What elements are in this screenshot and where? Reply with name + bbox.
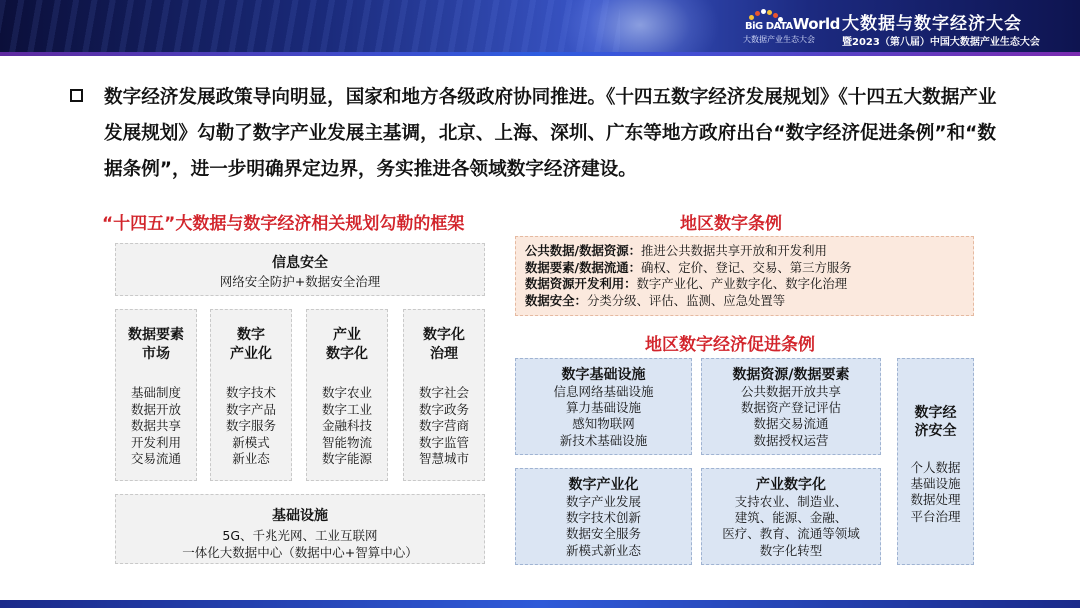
regional-data-row: 公共数据/数据资源：推进公共数据共享开放和开发利用 [525,243,827,258]
info-security-title: 信息安全 [272,255,328,271]
banner-accent-strip [0,52,1080,56]
econ-box-digital-economy-security [897,358,974,565]
regional-data-title: 地区数字条例 [680,214,782,234]
column-title: 数字 产业化 [230,327,272,362]
column-title: 数字化 治理 [423,327,465,362]
framework-column-industrial-digitalization [306,309,388,481]
econ-box-data-resources [701,358,881,455]
banner-light-rays [0,0,620,52]
intro-section [70,80,1010,188]
regional-data-box [515,236,974,316]
column-title: 数据要素 市场 [128,327,184,362]
framework-title: “十四五”大数据与数字经济相关规划勾勒的框架 [102,214,465,234]
econ-box-digital-infrastructure [515,358,692,455]
banner-glow [560,0,720,52]
info-security-box [115,243,485,296]
regional-data-row: 数据要素/数据流通：确权、定价、登记、交易、第三方服务 [525,259,852,275]
econ-box-digital-industrialization [515,468,692,565]
event-title: 大数据与数字经济大会 [842,14,1022,34]
infrastructure-line2: 一体化大数据中心（数据中心+智算中心） [182,545,418,560]
info-security-text: 网络安全防护+数据安全治理 [219,274,381,289]
logo-text-a: BiG DATA [745,21,793,32]
regional-econ-title: 地区数字经济促进条例 [645,335,815,355]
econ-box-items: 支持农业、制造业、 建筑、能源、金融、 医疗、教育、流通等领域 数字化转型 [722,494,860,558]
framework-column-digital-industrialization [210,309,292,481]
regional-data-row: 数据安全：分类分级、评估、监测、应急处置等 [525,292,786,308]
infrastructure-line1: 5G、千兆光网、工业互联网 [222,528,378,543]
regional-data-row: 数据资源开发利用：数字产业化、产业数字化、数字化治理 [525,276,848,291]
logo-subtitle: 大数据产业生态大会 [743,35,815,44]
hollow-square-bullet-icon [70,89,83,102]
event-logo [745,15,840,33]
econ-box-items: 数字产业发展 数字技术创新 数据安全服务 新模式新业态 [565,494,641,558]
header-banner [0,0,1080,52]
column-title: 产业 数字化 [326,327,368,362]
econ-box-items: 信息网络基础设施 算力基础设施 感知物联网 新技术基础设施 [553,384,654,448]
logo-text-b: World [792,15,840,33]
econ-security-items: 个人数据 基础设施 数据处理 平台治理 [910,460,961,524]
econ-box-title: 数字产业化 [568,477,639,493]
column-items: 数字农业 数字工业 金融科技 智能物流 数字能源 [321,385,372,466]
infrastructure-box [115,494,485,564]
econ-box-industrial-digitalization [701,468,881,565]
footer-bar [0,600,1080,608]
framework-column-data-market [115,309,197,481]
econ-security-title: 数字经 济安全 [914,405,957,439]
event-subtitle: 暨2023（第八届）中国大数据产业生态大会 [842,37,1040,48]
econ-box-title: 数字基础设施 [561,367,646,383]
econ-box-title: 数据资源/数据要素 [732,367,850,383]
column-items: 数字社会 数字政务 数字营商 数字监管 智慧城市 [418,385,469,466]
econ-box-items: 公共数据开放共享 数据资产登记评估 数据交易流通 数据授权运营 [740,384,841,448]
column-items: 基础制度 数据开放 数据共享 开发利用 交易流通 [130,385,181,466]
infrastructure-title: 基础设施 [272,508,328,524]
framework-column-digital-governance [403,309,485,481]
column-items: 数字技术 数字产品 数字服务 新模式 新业态 [225,385,276,466]
intro-paragraph: 数字经济发展政策导向明显，国家和地方各级政府协同推进。《十四五数字经济发展规划》《十四五大数据产业发展规划》勾勒了数字产业发展主基调，北京、上海、深圳、广东等地方政府出台“数字经济促进条例”和“数据条例”，进一步明确界定边界，务实推进各领域数字经济建设。 [104,87,997,180]
econ-box-title: 产业数字化 [756,477,826,493]
